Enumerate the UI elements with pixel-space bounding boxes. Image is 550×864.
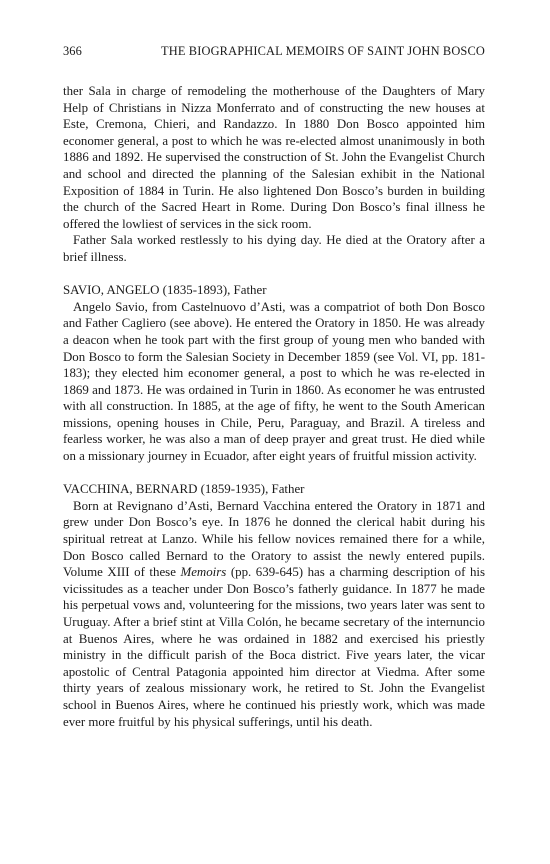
entry-heading: SAVIO, ANGELO (1835-1893), Father (63, 283, 267, 298)
page-number: 366 (63, 44, 82, 58)
entry-text (63, 498, 485, 730)
entry-vacchina (63, 481, 485, 730)
running-header (63, 44, 485, 60)
book-page (63, 44, 485, 730)
running-title: THE BIOGRAPHICAL MEMOIRS OF SAINT JOHN BOSCO (161, 44, 485, 58)
continuation-closing-paragraph: Father Sala worked restlessly to his dying day. He died at the Oratory after a brief illness. (63, 233, 485, 264)
entry-savio (63, 282, 485, 465)
page-body (63, 83, 485, 730)
continuation-paragraph: ther Sala in charge of remodeling the motherhouse of the Daughters of Mary Help of Christians in Nizza Monferrato and of constructing the new houses at Este, Cremona, Chieri, and Randazzo. In 1880 Don Bosco appointed him economer general, a post to which he was re-elected almost unanimously in both 1886 and 1892. He supervised the construction of St. John the Evangelist Church and school and directed the planning of the Salesian exhibit in the National Exposition of 1884 in Turin. He also lightened Don Bosco’s burden in building the church of the Sacred Heart in Rome. During Don Bosco’s final illness he offered the lowliest of services in the sick room. (63, 84, 485, 231)
entry-text: Angelo Savio, from Castelnuovo d’Asti, was a compatriot of both Don Bosco and Father Cagliero (see above). He entered the Oratory in 1850. He was already a deacon when he took part with the first group of young men who banded with Don Bosco to form the Salesian Society in December 1859 (see Vol. VI, pp. 181-183); they elected him economer general, a post to which he was re-elected in 1869 and 1873. He was ordained in Turin in 1860. As economer he was entrusted with all construction. In 1885, at the age of fifty, he went to the South American missions, opening houses in Chile, Peru, Paraguay, and Brazil. A tireless and fearless worker, he was also a man of deep prayer and great trust. He died while on a missionary journey in Ecuador, after eight years of fruitful mission activity. (63, 299, 485, 464)
book-title-italic: Memoirs (180, 565, 227, 580)
entry-text-part: (pp. 639-645) has a charming description of his vicissitudes as a teacher under Don Bosco’s fatherly guidance. In 1877 he made his perpetual vows and, volunteering for the missions, two years later was sent to Uruguay. After a brief stint at Villa Colón, he became secretary of the internuncio at Buenos Aires, where he was ordained in 1882 and exercised his priestly ministry in the difficult parish of the Boca district. Five years later, the vicar apostolic of Central Patagonia appointed him director at Viedma. After some thirty years of zealous missionary work, he retired to St. John the Evangelist school in Buenos Aires, where he continued his priestly work, which was made ever more fruitful by his physical sufferings, until his death. (63, 565, 485, 729)
entry-heading: VACCHINA, BERNARD (1859-1935), Father (63, 482, 305, 497)
entry-text-part: Born at Revignano d’Asti, Bernard Vacchina entered the Oratory in 1871 and grew under Don Bosco’s eye. In 1876 he donned the clerical habit during his spiritual retreat at Lanzo. While his fellow novices remained there for a while, Don Bosco called Bernard to the Oratory to assist the newly entered pupils. Volume XIII of these (63, 498, 485, 580)
